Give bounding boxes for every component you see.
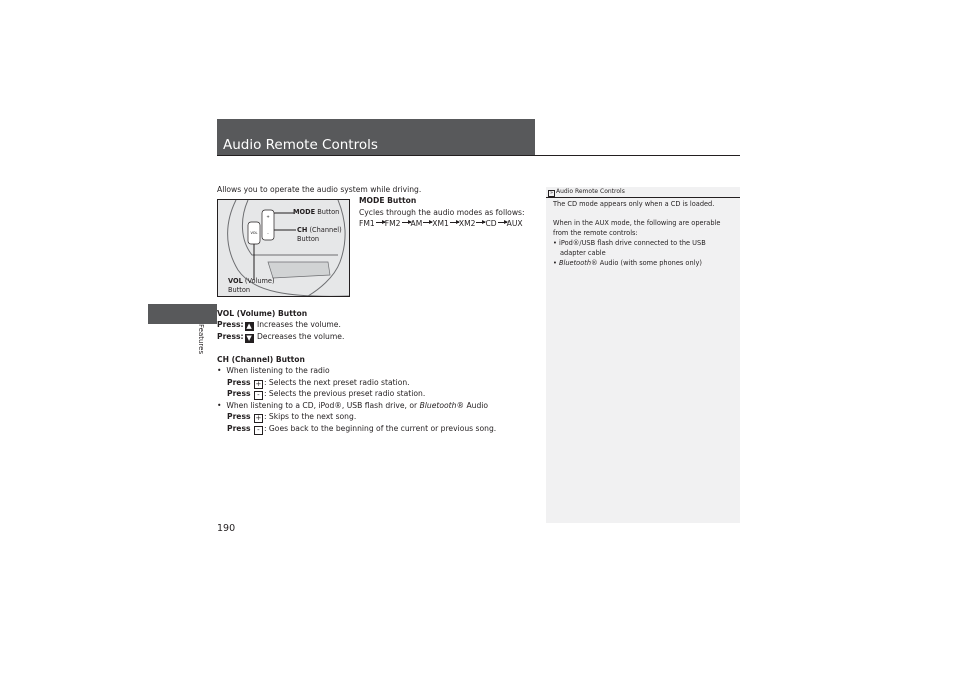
mode-xm2: XM2 (458, 219, 476, 228)
arrow-icon (476, 222, 485, 223)
arrow-icon (376, 222, 385, 223)
plus-icon: + (255, 414, 262, 422)
vol-button-callout-line2: Button (228, 286, 251, 294)
mode-aux: AUX (506, 219, 523, 228)
mode-am: AM (410, 219, 423, 228)
mode-cd: CD (485, 219, 497, 228)
mode-fm1: FM1 (359, 219, 375, 228)
note-line-aux: When in the AUX mode, the following are operable (553, 219, 721, 227)
mode-heading: MODE Button (359, 196, 417, 205)
mode-description: Cycles through the audio modes as follows: (359, 208, 525, 217)
ch-button-callout-line2: Button (297, 235, 320, 243)
mode-xm1: XM1 (432, 219, 449, 228)
vol-heading: VOL (Volume) Button (217, 309, 308, 318)
chapter-label: Features (197, 324, 205, 355)
radio-minus-line: Press - : Selects the previous preset radio station. (227, 389, 426, 399)
chapter-tab (148, 304, 217, 324)
ch-heading: CH (Channel) Button (217, 355, 305, 364)
volume-down-icon: ▼ (246, 334, 252, 342)
ch-bullet-media: • When listening to a CD, iPod®, USB flash drive, or Bluetooth® Audio (217, 401, 489, 410)
song-minus-line: Press - : Goes back to the beginning of the current or previous song. (227, 424, 497, 434)
note-line-cd: The CD mode appears only when a CD is loaded. (553, 200, 715, 208)
title-underline (217, 155, 740, 156)
note-line-aux-2: from the remote controls: (553, 229, 638, 237)
minus-icon: - (254, 391, 263, 400)
arrow-icon (498, 222, 507, 223)
arrow-icon (402, 222, 411, 223)
minus-icon: - (254, 426, 263, 435)
note-bullet-ipod: • iPod®/USB flash drive connected to the USB (553, 239, 706, 247)
svg-text:VOL: VOL (250, 231, 258, 235)
mode-fm2: FM2 (384, 219, 401, 228)
svg-text:-: - (267, 231, 269, 236)
volume-up-icon: ▲ (246, 322, 252, 330)
vol-down-line: Press: ▼ Decreases the volume. (217, 332, 345, 342)
note-bullet-ipod-2: adapter cable (560, 249, 606, 257)
ch-bullet-radio: • When listening to the radio (217, 366, 330, 375)
vol-button-callout: VOL (Volume) (228, 277, 275, 285)
intro-text: Allows you to operate the audio system while driving. (217, 185, 422, 194)
page-title: Audio Remote Controls (223, 137, 378, 153)
note-bullet-bluetooth: • Bluetooth® Audio (with some phones only) (553, 259, 702, 267)
svg-text:+: + (266, 214, 270, 219)
vol-up-line: Press: ▲ Increases the volume. (217, 320, 341, 330)
plus-icon: + (255, 380, 262, 388)
arrow-icon (423, 222, 432, 223)
arrow-icon (450, 222, 459, 223)
side-note-title: » Audio Remote Controls (549, 188, 625, 196)
song-plus-line: Press + : Skips to the next song. (227, 412, 357, 422)
radio-plus-line: Press + : Selects the next preset radio station. (227, 378, 410, 388)
mode-sequence (359, 219, 523, 229)
ch-button-callout: CH (Channel) (297, 226, 342, 234)
mode-button-callout: MODE Button (293, 208, 340, 216)
page-number: 190 (217, 523, 236, 534)
reference-arrow-icon: » (549, 190, 554, 196)
